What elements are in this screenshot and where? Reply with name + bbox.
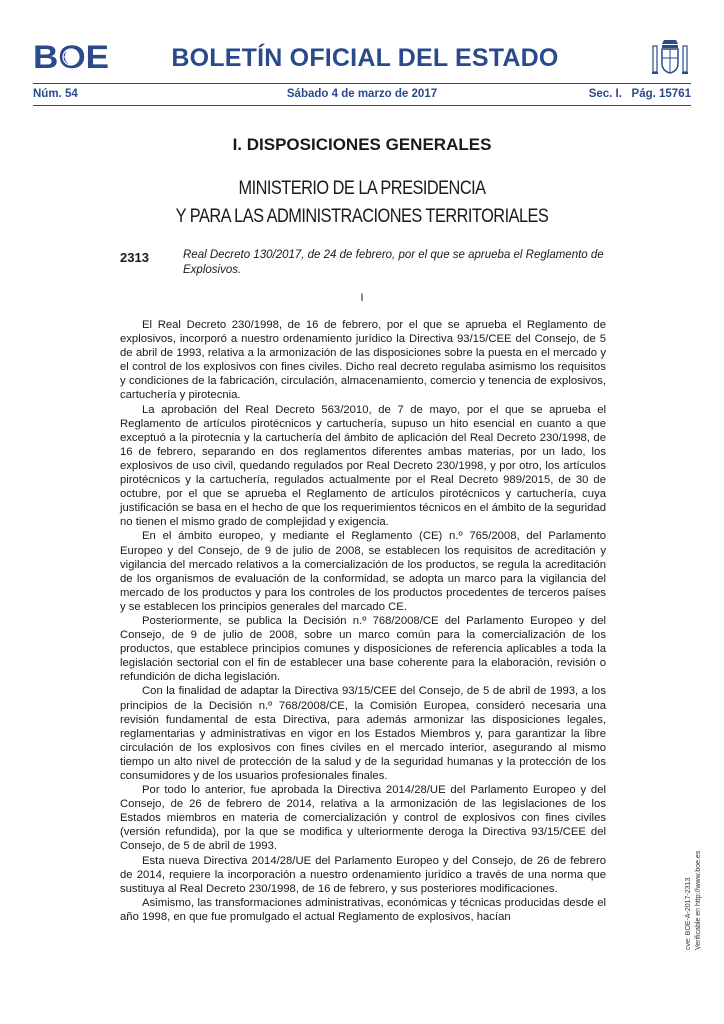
issue-date: Sábado 4 de marzo de 2017	[286, 88, 438, 100]
ministry-line-2: Y PARA LAS ADMINISTRACIONES TERRITORIALES	[175, 206, 549, 227]
header-rule-bottom	[33, 105, 691, 106]
document-body	[120, 318, 606, 924]
paragraph: El Real Decreto 230/1998, de 16 de febrero, por el que se aprueba el Reglamento de explosivos, incorporó a nuestro ordenamiento jurídico la Directiva 93/15/CEE del Consejo, de 5 de abril de 1993, relativa a la armonización de las disposiciones sobre la puesta en el mercado y el control de los explosivos con fines civiles. Dicho real decreto regulaba asimismo los requisitos y condiciones de la fabricación, circulación, almacenamiento, comercio y tenencia de explosivos, cartuchería y pirotecnia.	[120, 319, 606, 402]
cve-code: cve: BOE-A-2017-2313	[685, 877, 692, 950]
header-rule	[33, 83, 691, 84]
paragraph: Con la finalidad de adaptar la Directiva 93/15/CEE del Consejo, de 5 de abril de 1993, a los principios de la Decisión n.º 768/2008/CE, la Comisión Europea, consideró necesaria una revisión fundamental de esta Directiva, para además armonizar las disposiciones legales, reglamentarias y administrativas en vigor en los Estados Miembros y, para garantizar la libre circulación de los explosivos con fines civiles en el mercado interior, asegurando al mismo tiempo un alto nivel de protección de la salud y de la seguridad humanas y la protección de los consumidores y de los usuarios profesionales finales.	[120, 685, 606, 782]
issue-number: Núm. 54	[33, 88, 78, 100]
boe-logo-text: BOE	[33, 42, 109, 72]
paragraph: La aprobación del Real Decreto 563/2010, de 7 de mayo, por el que se aprueba el Reglamento de artículos pirotécnicos y cartuchería, supuso un hito esencial en cuanto a que exceptuó a la pirotecnia y la cartuchería del ámbito de aplicación del Real Decreto 230/1998, de 16 de febrero, separando en dos reglamentos diferentes ambas materias, por un lado, los explosivos de uso civil, quedando regulados por Real Decreto 230/1998, y por otro, los artículos pirotécnicos y la cartuchería, regulados actualmente por el Real Decreto 989/2015, de 30 de octubre, por el que se aprueba el Reglamento de artículos pirotécnicos y cartuchería, cuya justificación se basa en el hecho de que los requerimientos técnicos en el ámbito de la seguridad no tienen el mismo grado de complejidad y exigencia.	[120, 403, 606, 529]
paragraph: Por todo lo anterior, fue aprobada la Directiva 2014/28/UE del Parlamento Europeo y del Consejo, de 26 de febrero de 2014, relativa a la armonización de las legislaciones de los Estados miembros en materia de comercialización y control de explosivos con fines civiles (versión refundida), por la que se modifica y ulteriormente deroga la Directiva 93/15/CEE del Consejo, de 5 de abril de 1993.	[120, 784, 606, 853]
chapter-heading: I	[360, 292, 364, 304]
paragraph: Posteriormente, se publica la Decisión n.º 768/2008/CE del Parlamento Europeo y del Consejo, de 9 de julio de 2008, sobre un marco común para la comercialización de los productos, que establece principios comunes y disposiciones de referencia aplicables a toda la legislación sectorial con el fin de establecer una base coherente para la elaboración, revisión o refundición de dicha legislación.	[120, 614, 606, 684]
gazette-title: BOLETÍN OFICIAL DEL ESTADO	[171, 44, 559, 72]
section-page: Sec. I. Pág. 15761	[588, 88, 691, 100]
section-title: I. DISPOSICIONES GENERALES	[232, 135, 492, 154]
paragraph: Esta nueva Directiva 2014/28/UE del Parlamento Europeo y del Consejo, de 26 de febrero de 2014, requiere la incorporación a nuestro ordenamiento jurídico a través de una norma que sustituya al Real Decreto 230/1998, de 16 de febrero, y sus posteriores modificaciones.	[120, 854, 606, 895]
boe-logo	[33, 42, 109, 72]
paragraph: En el ámbito europeo, y mediante el Reglamento (CE) n.º 765/2008, del Parlamento Europeo y del Consejo, de 9 de julio de 2008, se establecen los requisitos de acreditación y vigilancia del mercado relativos a la comercialización de los productos, se regula la acreditación de los organismos de evaluación de la conformidad, se adopta un marco para la vigilancia del mercado de los productos y para los controles de los productos procedentes de terceros países y se establecen los principios generales del marcado CE.	[120, 530, 606, 613]
verify-url[interactable]: Verificable en http://www.boe.es	[695, 850, 702, 950]
coat-of-arms-icon	[650, 36, 690, 78]
paragraph: Asimismo, las transformaciones administrativas, económicas y técnicas producidas desde el año 1998, en que fue promulgado el actual Reglamento de explosivos, hacían	[120, 896, 606, 923]
ministry-line-1: MINISTERIO DE LA PRESIDENCIA	[238, 178, 486, 199]
verification-note	[680, 832, 720, 952]
disposition-title: Real Decreto 130/2017, de 24 de febrero, por el que se aprueba el Reglamento de Explosivos.	[183, 249, 604, 276]
disposition-number: 2313	[120, 250, 149, 265]
